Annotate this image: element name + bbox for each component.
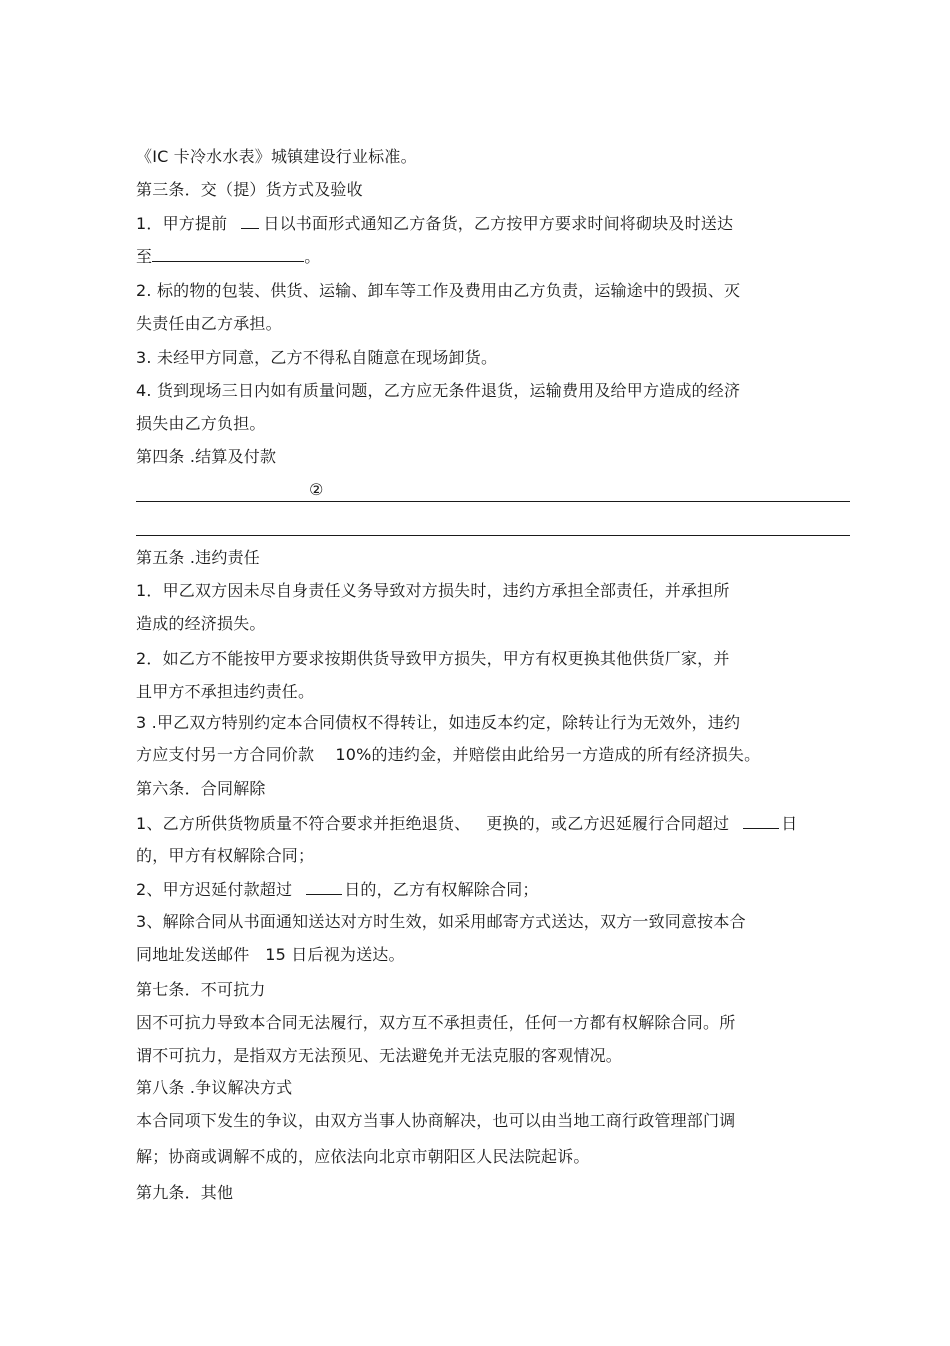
clause-text: 1、乙方所供货物质量不符合要求并拒绝退货、 更换的，或乙方迟延履行合同超过 <box>136 814 730 833</box>
article-6-clause-2 <box>136 878 539 901</box>
clause-text: 。 <box>304 247 321 266</box>
article-7-body: 因不可抗力导致本合同无法履行，双方互不承担责任，任何一方都有权解除合同。所 <box>136 1013 736 1032</box>
article-3-clause-4: 4. 货到现场三日内如有质量问题，乙方应无条件退货，运输费用及给甲方造成的经济 <box>136 381 741 400</box>
standard-reference-line: 《IC 卡冷水水表》城镇建设行业标准。 <box>136 147 417 166</box>
clause-text: 日以书面形式通知乙方备货，乙方按甲方要求时间将砌块及时送达 <box>263 214 734 233</box>
circled-number-marker: ② <box>309 480 324 499</box>
article-5-clause-2: 2．如乙方不能按甲方要求按期供货导致甲方损失，甲方有权更换其他供货厂家，并 <box>136 649 730 668</box>
article-7-body-cont: 谓不可抗力，是指双方无法预见、无法避免并无法克服的客观情况。 <box>136 1046 623 1065</box>
article-6-clause-3-cont: 同地址发送邮件 15 日后视为送达。 <box>136 945 405 964</box>
clause-text: 日 <box>781 814 798 833</box>
article-3-clause-1-cont <box>136 245 320 268</box>
delivery-location-blank <box>152 245 304 262</box>
article-6-clause-1-cont: 的，甲方有权解除合同； <box>136 846 315 865</box>
article-3-clause-2: 2. 标的物的包装、供货、运输、卸车等工作及费用由乙方负责，运输途中的毁损、灭 <box>136 281 741 300</box>
clause-text: 2、甲方迟延付款超过 <box>136 880 293 899</box>
article-3-clause-3: 3. 未经甲方同意，乙方不得私自随意在现场卸货。 <box>136 348 498 367</box>
article-3-heading: 第三条．交（提）货方式及验收 <box>136 180 363 199</box>
payment-delay-days-blank <box>306 878 342 895</box>
article-9-heading: 第九条．其他 <box>136 1183 234 1202</box>
article-8-heading: 第八条 .争议解决方式 <box>136 1078 293 1097</box>
article-5-heading: 第五条 .违约责任 <box>136 548 260 567</box>
article-5-clause-1: 1．甲乙双方因未尽自身责任义务导致对方损失时，违约方承担全部责任，并承担所 <box>136 581 730 600</box>
payment-blank-line-1 <box>136 501 850 502</box>
article-5-clause-3-cont: 方应支付另一方合同价款 10%的违约金，并赔偿由此给另一方造成的所有经济损失。 <box>136 745 761 764</box>
clause-text: 至 <box>136 247 153 266</box>
article-8-body: 本合同项下发生的争议，由双方当事人协商解决，也可以由当地工商行政管理部门调 <box>136 1111 736 1130</box>
article-5-clause-2-cont: 且甲方不承担违约责任。 <box>136 682 315 701</box>
article-3-clause-2-cont: 失责任由乙方承担。 <box>136 314 282 333</box>
article-5-clause-1-cont: 造成的经济损失。 <box>136 614 266 633</box>
days-blank <box>241 212 259 229</box>
article-7-heading: 第七条．不可抗力 <box>136 980 266 999</box>
clause-text: 日的，乙方有权解除合同； <box>344 880 539 899</box>
article-3-clause-4-cont: 损失由乙方负担。 <box>136 414 266 433</box>
article-8-body-cont: 解；协商或调解不成的，应依法向北京市朝阳区人民法院起诉。 <box>136 1147 590 1166</box>
payment-blank-line-2 <box>136 535 850 536</box>
article-6-clause-3: 3、解除合同从书面通知送达对方时生效，如采用邮寄方式送达，双方一致同意按本合 <box>136 912 746 931</box>
article-6-clause-1 <box>136 812 797 835</box>
clause-text: 1．甲方提前 <box>136 214 228 233</box>
article-4-heading: 第四条 .结算及付款 <box>136 447 277 466</box>
article-5-clause-3: 3 .甲乙双方特别约定本合同债权不得转让，如违反本约定，除转让行为无效外，违约 <box>136 713 741 732</box>
overdue-days-blank <box>743 812 779 829</box>
article-3-clause-1 <box>136 212 733 235</box>
article-6-heading: 第六条．合同解除 <box>136 779 266 798</box>
